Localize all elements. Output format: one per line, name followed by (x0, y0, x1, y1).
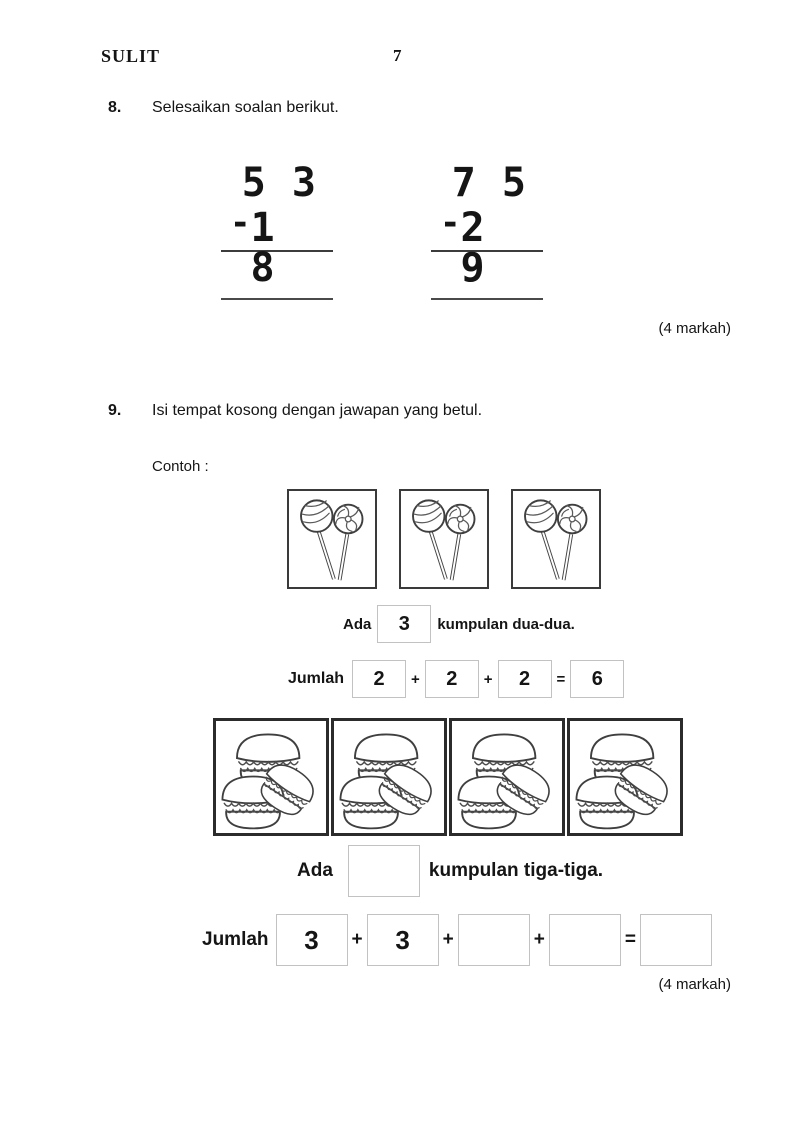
subtrahend-value: 1 8 (250, 205, 276, 291)
macaron-group-box (449, 718, 565, 836)
macaron-group-box (567, 718, 683, 836)
subtrahend-row (431, 203, 543, 291)
page-number: 7 (393, 46, 402, 65)
task-ada-row (297, 845, 603, 897)
plus-sign: + (351, 929, 363, 950)
lollipop-pair-icon (403, 493, 485, 585)
macaron-group-box (213, 718, 329, 836)
macaron-trio-icon (455, 724, 559, 830)
plus-sign: + (411, 670, 420, 688)
minus-operator: - (440, 203, 461, 243)
answer-line[interactable] (431, 298, 543, 300)
subtrahend-value: 2 9 (460, 205, 486, 291)
minus-operator: - (230, 203, 251, 243)
equals-sign: = (556, 670, 566, 688)
macaron-trio-icon (219, 724, 323, 830)
example-term-box: 2 (352, 660, 406, 698)
jumlah-label: Jumlah (288, 670, 345, 687)
lollipop-group-box (511, 489, 601, 589)
lollipop-group-box (399, 489, 489, 589)
task-group-count-box[interactable] (348, 845, 420, 897)
minuend-value: 7 5 (451, 160, 527, 206)
plus-sign: + (442, 929, 454, 950)
task-sum-row (202, 913, 712, 967)
lollipop-pair-icon (291, 493, 373, 585)
answer-line[interactable] (221, 298, 333, 300)
q9-marks: (4 markah) (658, 976, 731, 993)
example-sum-row (288, 660, 624, 698)
example-ada-row (343, 604, 575, 644)
plus-sign: + (483, 670, 493, 688)
q8-marks: (4 markah) (658, 320, 731, 337)
subtraction-problem-2 (431, 158, 543, 300)
lollipop-group-box (287, 489, 377, 589)
subtrahend-row (221, 203, 333, 291)
classification-label: SULIT (101, 46, 161, 66)
macaron-trio-icon (573, 724, 677, 830)
macaron-trio-icon (337, 724, 441, 830)
jumlah-label: Jumlah (202, 929, 269, 950)
subtraction-problem-1 (221, 158, 333, 300)
ada-suffix-label: kumpulan tiga-tiga. (428, 860, 604, 881)
example-result-box: 6 (570, 660, 624, 698)
example-group-count-box: 3 (377, 605, 431, 643)
lollipop-pair-icon (515, 493, 597, 585)
task-term-box[interactable] (549, 914, 621, 966)
example-term-box: 2 (425, 660, 479, 698)
plus-sign: + (533, 929, 545, 950)
q9-number: 9. (108, 402, 122, 419)
task-term-box: 3 (276, 914, 348, 966)
ada-label: Ada (343, 615, 372, 633)
task-term-box: 3 (367, 914, 439, 966)
q8-instruction: Selesaikan soalan berikut. (152, 99, 339, 116)
equals-sign: = (624, 929, 636, 950)
ada-label: Ada (297, 860, 333, 881)
example-term-box: 2 (498, 660, 552, 698)
macaron-group-box (331, 718, 447, 836)
q9-instruction: Isi tempat kosong dengan jawapan yang betul. (152, 402, 483, 419)
example-label: Contoh : (152, 458, 209, 475)
task-term-box[interactable] (458, 914, 530, 966)
q8-number: 8. (108, 99, 122, 116)
ada-suffix-label: kumpulan dua-dua. (437, 615, 575, 633)
task-result-box[interactable] (640, 914, 712, 966)
minuend-value: 5 3 (241, 160, 317, 206)
